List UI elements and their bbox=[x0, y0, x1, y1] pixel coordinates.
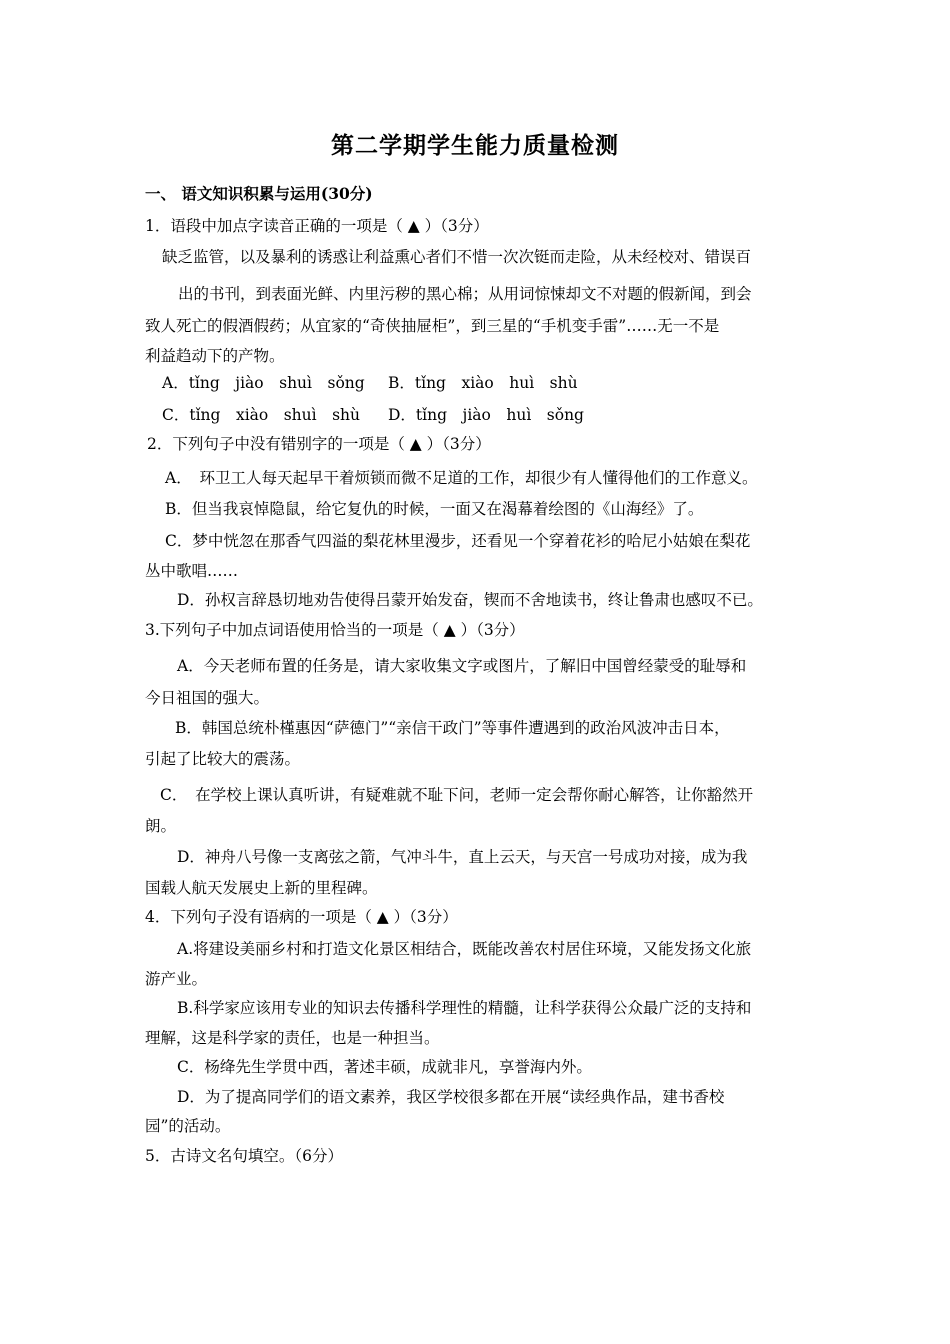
q1-passage-line-4: 利益趋动下的产物。 bbox=[145, 347, 285, 365]
q1-option-a: A．tǐng jiào shuì sǒng bbox=[162, 374, 365, 392]
q1-option-c: C．tǐng xiào shuì shù bbox=[162, 406, 361, 424]
q4-option-b-line-2: 理解，这是科学家的责任，也是一种担当。 bbox=[145, 1029, 440, 1047]
q3-option-a-line-2: 今日祖国的强大。 bbox=[145, 689, 270, 707]
q2-stem: 2．下列句子中没有错别字的一项是（ ▲ ）（3分） bbox=[147, 435, 491, 453]
q3-option-b-line-2: 引起了比较大的震荡。 bbox=[145, 750, 301, 768]
q4-stem: 4．下列句子没有语病的一项是（ ▲ ）（3分） bbox=[145, 908, 458, 926]
q3-option-d-line-1: D．神舟八号像一支离弦之箭，气冲斗牛，直上云天，与天宫一号成功对接，成为我 bbox=[177, 848, 748, 866]
page-title: 第二学期学生能力质量检测 bbox=[331, 132, 619, 159]
q4-option-d-line-1: D．为了提高同学们的语文素养，我区学校很多都在开展“读经典作品，建书香校 bbox=[177, 1088, 725, 1106]
q2-option-c-line-2: 丛中歌唱…… bbox=[145, 562, 239, 580]
q1-option-d: D．tǐng jiào huì sǒng bbox=[388, 406, 584, 424]
q1-stem: 1．语段中加点字读音正确的一项是（ ▲ ）（3分） bbox=[145, 217, 489, 235]
q2-option-d: D．孙权言辞恳切地劝告使得吕蒙开始发奋，锲而不舍地读书，终让鲁肃也感叹不已。 bbox=[177, 591, 763, 609]
q4-option-b-line-1: B.科学家应该用专业的知识去传播科学理性的精髓，让科学获得公众最广泛的支持和 bbox=[177, 999, 752, 1017]
q2-option-b: B．但当我哀悼隐鼠，给它复仇的时候，一面又在渴幕着绘图的《山海经》了。 bbox=[165, 500, 704, 518]
q1-passage-line-3: 致人死亡的假酒假药；从宜家的“奇侠抽屉柜”，到三星的“手机变手雷”……无一不是 bbox=[145, 317, 720, 335]
q1-passage-line-1: 缺乏监管，以及暴利的诱惑让利益熏心者们不惜一次次铤而走险，从未经校对、错误百 bbox=[162, 248, 752, 266]
q1-passage-line-2: 出的书刊，到表面光鲜、内里污秽的黑心棉；从用词惊悚却文不对题的假新闻，到会 bbox=[178, 285, 752, 303]
q4-option-c: C．杨绛先生学贯中西，著述丰硕，成就非凡，享誉海内外。 bbox=[177, 1058, 592, 1076]
section-heading: 一、 语文知识积累与运用(30分) bbox=[145, 184, 373, 203]
q3-stem: 3.下列句子中加点词语使用恰当的一项是（ ▲ ）（3分） bbox=[145, 621, 525, 639]
q2-option-a: A． 环卫工人每天起早干着烦锁而微不足道的工作，却很少有人懂得他们的工作意义。 bbox=[165, 469, 758, 487]
q1-option-b: B．tǐng xiào huì shù bbox=[388, 374, 578, 392]
q2-option-c-line-1: C．梦中恍忽在那香气四溢的梨花林里漫步，还看见一个穿着花衫的哈尼小姑娘在梨花 bbox=[165, 532, 751, 550]
q3-option-b-line-1: B．韩国总统朴槿惠因“萨德门”“亲信干政门”等事件遭遇到的政治风波冲击日本， bbox=[175, 719, 730, 737]
q3-option-a-line-1: A．今天老师布置的任务是，请大家收集文字或图片，了解旧中国曾经蒙受的耻辱和 bbox=[177, 657, 747, 675]
q4-option-a-line-2: 游产业。 bbox=[145, 970, 208, 988]
q3-option-c-line-1: C． 在学校上课认真听讲，有疑难就不耻下问，老师一定会帮你耐心解答，让你豁然开 bbox=[160, 786, 754, 804]
q4-option-d-line-2: 园”的活动。 bbox=[145, 1117, 231, 1135]
q4-option-a-line-1: A.将建设美丽乡村和打造文化景区相结合，既能改善农村居住环境，又能发扬文化旅 bbox=[177, 940, 752, 958]
q3-option-c-line-2: 朗。 bbox=[145, 817, 177, 835]
q3-option-d-line-2: 国载人航天发展史上新的里程碑。 bbox=[145, 879, 378, 897]
q5-stem: 5．古诗文名句填空。（6分） bbox=[145, 1147, 343, 1165]
